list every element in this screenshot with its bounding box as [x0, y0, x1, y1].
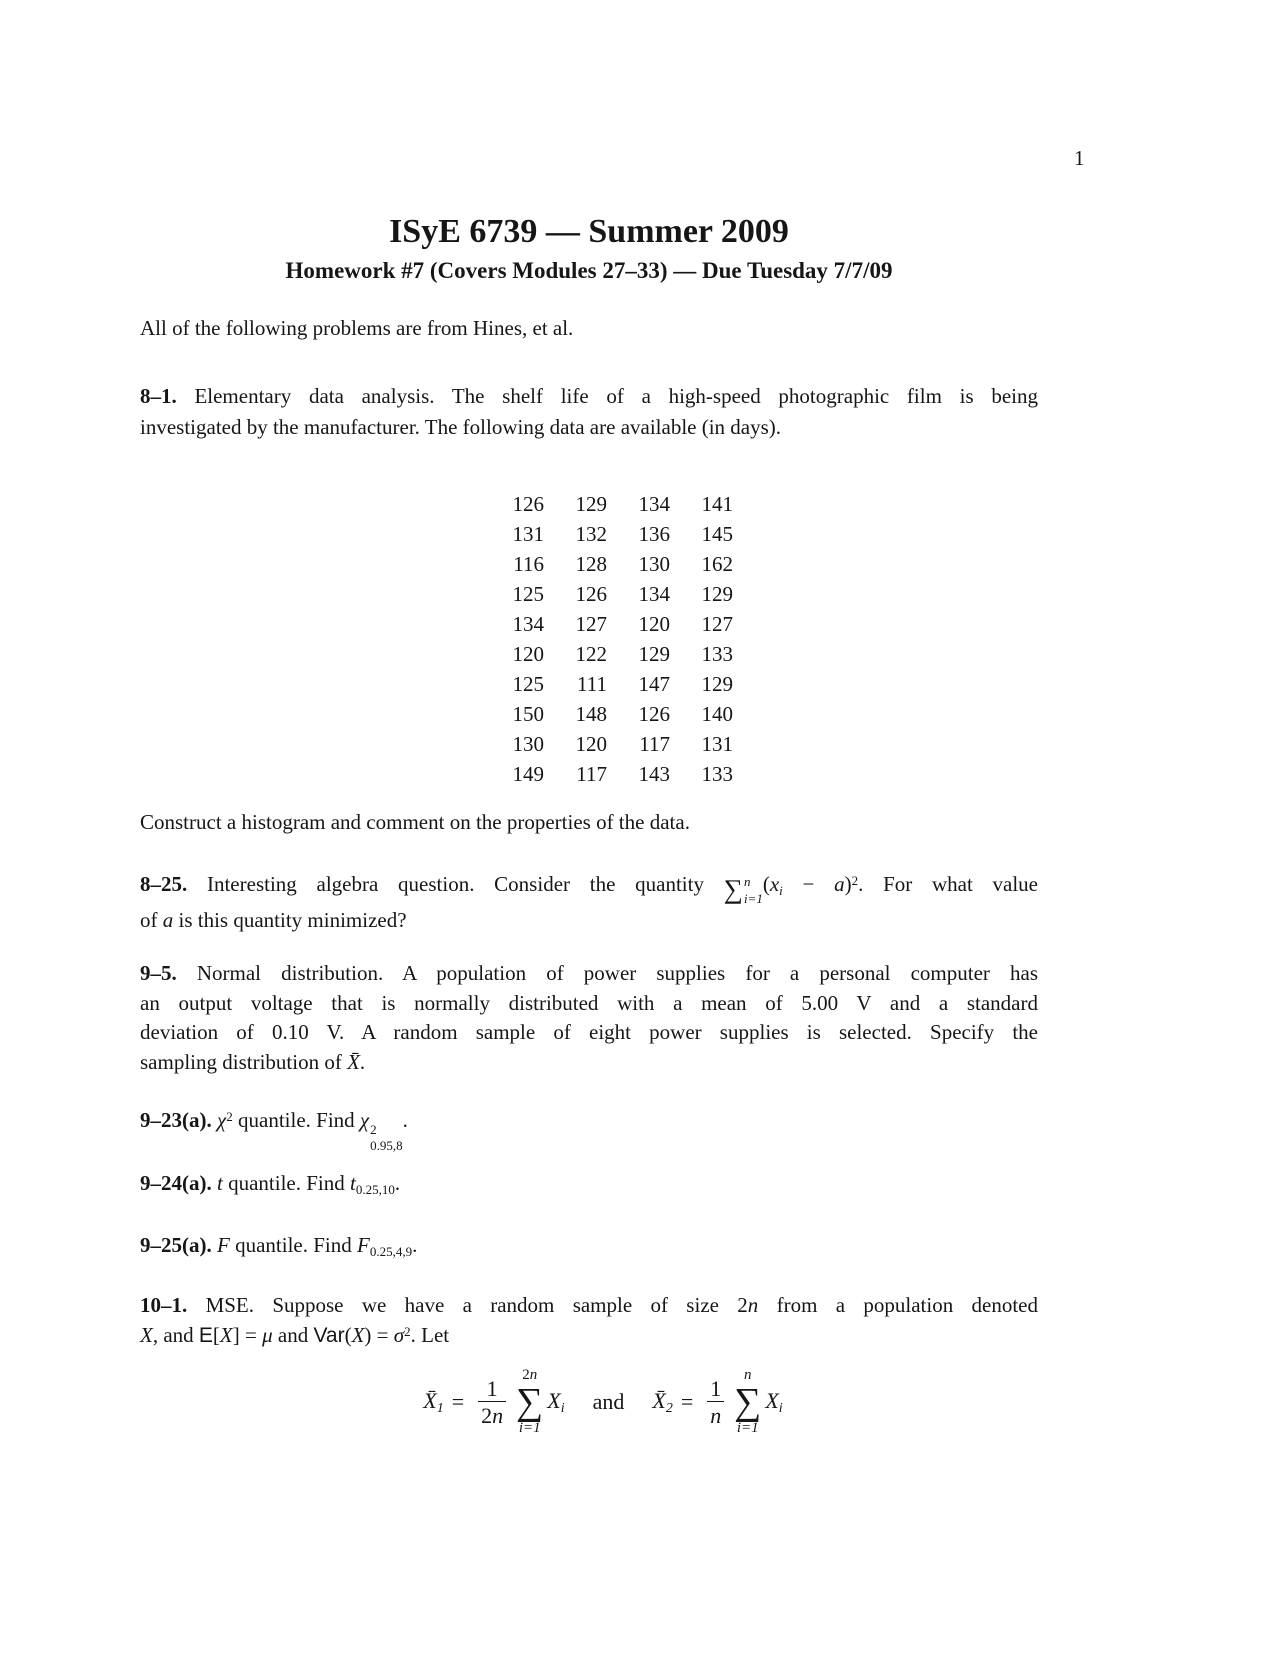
table-cell: 130 — [512, 732, 544, 756]
problem-9-5-line1 — [140, 959, 1038, 989]
problem-text: , and — [152, 1323, 199, 1347]
problem-text: quantile. Find — [229, 1233, 357, 1257]
table-cell: 149 — [512, 762, 544, 786]
denominator: n — [707, 1401, 724, 1427]
table-cell: 132 — [575, 522, 607, 546]
problem-9-5 — [140, 959, 1038, 1077]
x-symbol: X — [765, 1387, 779, 1413]
equals-sign: = — [451, 1389, 465, 1415]
mu-symbol: μ — [262, 1323, 273, 1347]
sigma-symbol: ∑ — [516, 1381, 544, 1423]
problem-label: 9–24(a). — [140, 1171, 212, 1195]
summation-display — [516, 1368, 543, 1436]
table-cell: 162 — [701, 552, 733, 576]
math-sup: 2 — [370, 1121, 377, 1137]
term-sub: 2 — [665, 1400, 673, 1416]
f-symbol: F — [357, 1233, 370, 1257]
problem-label: 8–25. — [140, 872, 188, 896]
denominator — [478, 1401, 506, 1427]
table-cell: 136 — [638, 522, 670, 546]
lower-limit: i=1 — [743, 890, 763, 906]
upper-limit: n — [743, 873, 751, 889]
xbar1-term — [423, 1388, 443, 1417]
math-var: a — [834, 872, 845, 896]
table-cell: 116 — [513, 552, 544, 576]
problem-text: quantile. Find — [232, 1108, 360, 1132]
equals-sign: = — [680, 1389, 694, 1415]
table-cell: 117 — [576, 762, 607, 786]
problem-9-23a — [140, 1105, 1038, 1152]
table-cell: 111 — [577, 672, 607, 696]
problem-text: quantile. Find — [222, 1171, 351, 1195]
table-cell: 147 — [638, 672, 670, 696]
math-sub: 0.25,4,9 — [369, 1243, 413, 1259]
problem-9-5-line4 — [140, 1048, 1038, 1078]
problem-text: of — [140, 907, 163, 932]
summation-inline — [724, 875, 763, 905]
table-cell: 120 — [512, 642, 544, 666]
math-text: ) — [844, 872, 852, 896]
sigma-symbol: ∑ — [723, 874, 743, 905]
f-symbol: F — [217, 1233, 230, 1257]
table-cell: 127 — [575, 612, 607, 636]
table-cell: 141 — [701, 492, 733, 516]
table-cell: 129 — [638, 642, 670, 666]
problem-label: 9–25(a). — [140, 1233, 212, 1257]
problem-text: Elementary data analysis. The shelf life of a high-speed photographic film is being — [194, 384, 1038, 408]
math-sup: 2 — [404, 1324, 411, 1340]
table-cell: 131 — [512, 522, 544, 546]
problem-text: ( — [344, 1323, 352, 1347]
problem-10-1 — [140, 1290, 1038, 1351]
math-var: X — [140, 1323, 153, 1347]
problem-text: . — [402, 1108, 408, 1132]
sample-mean-equation — [154, 1368, 1052, 1436]
math-var: a — [162, 907, 174, 932]
numerator: 1 — [486, 1376, 498, 1401]
problem-text: . Let — [410, 1323, 450, 1347]
term-sub: i — [778, 1400, 783, 1416]
math-text: ( — [762, 872, 770, 896]
xi-term — [547, 1388, 564, 1417]
table-cell: 133 — [701, 762, 733, 786]
xbar-symbol: X̄ — [652, 1387, 666, 1413]
term-sub: 1 — [436, 1400, 444, 1416]
problem-8-1-footer: Construct a histogram and comment on the properties of the data. — [140, 810, 690, 834]
math-var: n — [747, 1293, 759, 1317]
den-coef: 2 — [481, 1403, 493, 1429]
expectation-operator: E — [198, 1324, 213, 1347]
term-sub: i — [560, 1400, 565, 1416]
lower-limit: i=1 — [736, 1420, 759, 1437]
table-cell: 127 — [701, 612, 733, 636]
xi-term — [765, 1388, 782, 1417]
table-cell: 120 — [638, 612, 670, 636]
fraction-1-over-n — [707, 1377, 724, 1427]
problem-label: 9–23(a). — [140, 1108, 212, 1132]
table-cell: 120 — [575, 732, 607, 756]
math-text: − — [782, 872, 835, 896]
page-title: ISyE 6739 — Summer 2009 — [389, 213, 789, 250]
problem-text: is this quantity minimized? — [173, 907, 407, 932]
table-cell: 131 — [701, 732, 733, 756]
problem-8-25 — [140, 869, 1038, 935]
xbar-symbol: X̄ — [423, 1387, 437, 1413]
problem-text: . — [394, 1171, 401, 1195]
table-cell: 125 — [512, 672, 544, 696]
page-number: 1 — [1074, 146, 1085, 170]
problem-9-24a — [140, 1168, 1038, 1199]
table-cell: 129 — [575, 492, 607, 516]
table-cell: 126 — [638, 702, 670, 726]
fraction-1-over-2n — [478, 1377, 506, 1427]
lower-limit: i=1 — [518, 1420, 541, 1437]
table-cell: 134 — [638, 492, 670, 516]
chi-symbol: χ — [217, 1108, 227, 1132]
problem-label: 8–1. — [140, 384, 177, 408]
problem-8-1 — [140, 381, 1038, 443]
problem-label: 9–5. — [140, 961, 177, 985]
math-sup: 2 — [851, 873, 859, 889]
table-cell: 122 — [575, 642, 607, 666]
problem-text: and — [272, 1323, 314, 1347]
table-cell: 148 — [575, 702, 607, 726]
limit-var: n — [529, 1367, 538, 1383]
problem-9-5-line2: an output voltage that is normally distributed with a mean of 5.00 V and a standard — [140, 990, 1038, 1015]
summation-limits — [744, 875, 763, 905]
upper-limit: n — [744, 1367, 752, 1383]
xbar-symbol: X̄ — [347, 1049, 360, 1074]
variance-operator: Var — [313, 1324, 345, 1347]
problem-8-1-line1 — [140, 381, 1038, 412]
table-cell: 129 — [701, 672, 733, 696]
quantile-scripts — [370, 1123, 403, 1152]
page-subtitle: Homework #7 (Covers Modules 27–33) — Due Tuesday 7/7/09 — [285, 258, 893, 283]
problem-text: Interesting algebra question. Consider the quantity — [206, 872, 724, 896]
table-cell: 117 — [639, 732, 670, 756]
table-cell: 125 — [512, 582, 544, 606]
problem-8-1-line2: investigated by the manufacturer. The following data are available (in days). — [140, 415, 782, 439]
problem-text: ) = — [364, 1323, 394, 1347]
shelf-life-data-table — [506, 489, 733, 789]
problem-8-25-line2 — [140, 905, 1038, 935]
table-cell: 145 — [701, 522, 733, 546]
table-cell: 126 — [512, 492, 544, 516]
table-cell: 134 — [512, 612, 544, 636]
math-var: X — [351, 1323, 365, 1347]
table-cell: 128 — [575, 552, 607, 576]
problem-text: sampling distribution of — [140, 1049, 348, 1074]
problem-10-1-line2 — [140, 1320, 1038, 1351]
problem-text: . — [412, 1233, 418, 1257]
den-var: n — [492, 1403, 504, 1429]
intro-text: All of the following problems are from Hines, et al. — [140, 316, 574, 340]
summation-display — [734, 1368, 761, 1436]
problem-text: . — [359, 1049, 366, 1074]
limit-coef: 2 — [522, 1367, 530, 1383]
problem-text: [ — [212, 1323, 220, 1347]
problem-9-25a — [140, 1230, 1038, 1261]
t-symbol: t — [217, 1171, 223, 1195]
math-sub: i — [779, 882, 783, 898]
math-var: X — [219, 1323, 233, 1347]
table-cell: 143 — [638, 762, 670, 786]
math-sub: 0.25,10 — [355, 1181, 395, 1197]
problem-8-25-line1 — [140, 869, 1038, 905]
table-cell: 126 — [575, 582, 607, 606]
math-sub: 0.95,8 — [370, 1137, 403, 1153]
problem-9-5-line3: deviation of 0.10 V. A random sample of eight power supplies is selected. Specify the — [140, 1020, 1038, 1044]
table-cell: 150 — [512, 702, 544, 726]
problem-text: ] = — [232, 1323, 263, 1347]
problem-10-1-line1 — [140, 1290, 1038, 1320]
problem-text: Normal distribution. A population of power supplies for a personal computer has — [196, 961, 1038, 985]
table-cell: 133 — [701, 642, 733, 666]
math-var: x — [769, 872, 780, 896]
table-cell: 140 — [701, 702, 733, 726]
chi-symbol: χ — [359, 1108, 370, 1132]
and-word: and — [592, 1389, 625, 1415]
t-symbol: t — [350, 1171, 356, 1195]
problem-text: MSE. Suppose we have a random sample of size 2 — [205, 1293, 748, 1317]
problem-label: 10–1. — [140, 1293, 188, 1317]
sigma-symbol: σ — [393, 1323, 405, 1347]
numerator: 1 — [710, 1376, 722, 1401]
math-sup: 2 — [226, 1109, 233, 1125]
x-symbol: X — [547, 1387, 561, 1413]
table-cell: 129 — [701, 582, 733, 606]
problem-text: . For what value — [858, 872, 1039, 896]
table-cell: 130 — [638, 552, 670, 576]
table-cell: 134 — [638, 582, 670, 606]
sigma-symbol: ∑ — [734, 1381, 762, 1423]
xbar2-term — [652, 1388, 672, 1417]
problem-text: from a population denoted — [758, 1293, 1039, 1317]
header — [140, 212, 1038, 286]
